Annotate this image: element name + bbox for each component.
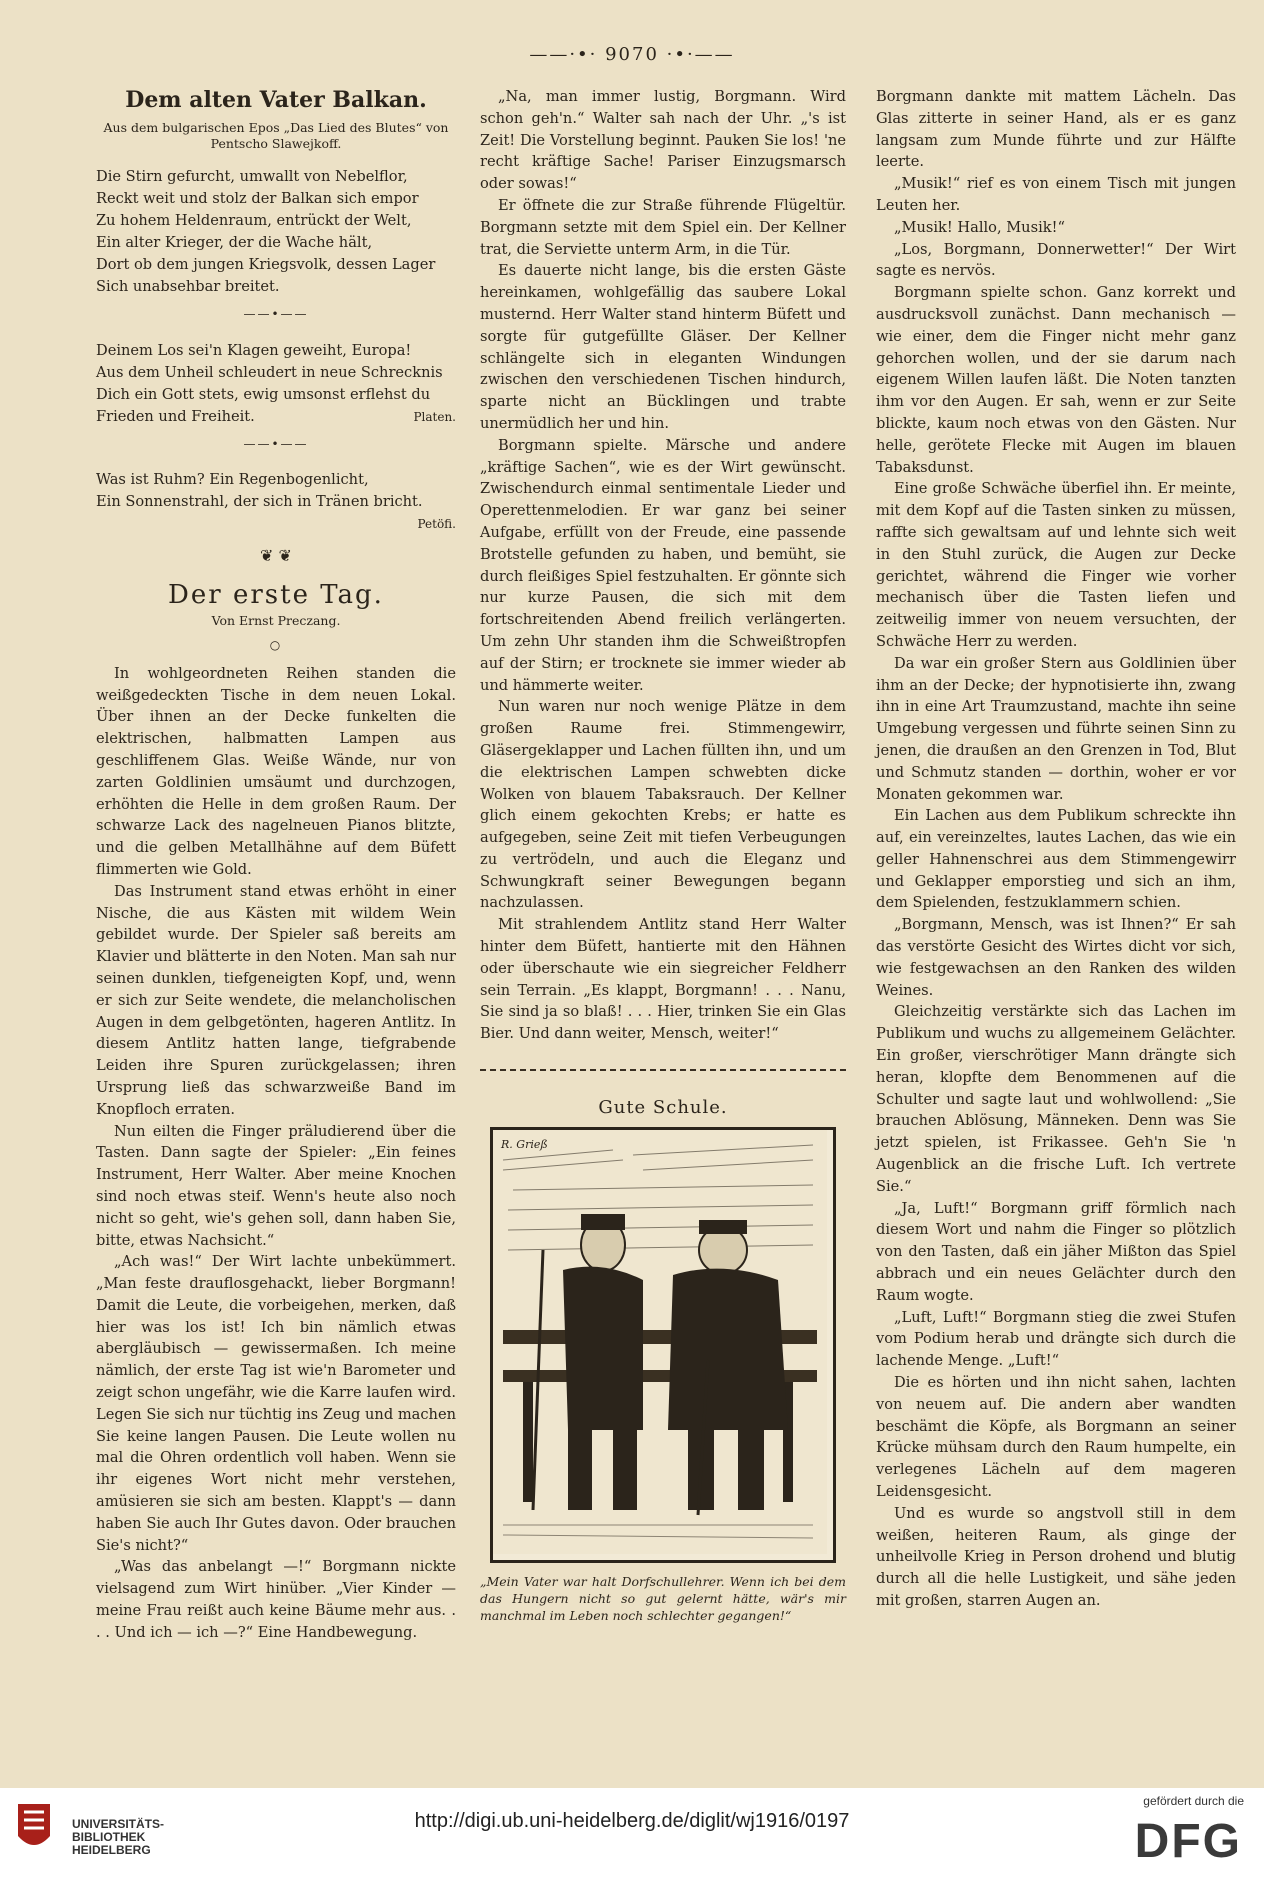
- page-url-link[interactable]: http://digi.ub.uni-heidelberg.de/diglit/wj1916/0197: [414, 1810, 850, 1832]
- quote-line: Frieden und Freiheit. Platen.: [96, 406, 456, 428]
- paragraph: „Musik! Hallo, Musik!“: [894, 218, 1065, 236]
- university-name: UNIVERSITÄTS- BIBLIOTHEK HEIDELBERG: [72, 1817, 165, 1857]
- cartoon-illustration: [490, 1127, 836, 1563]
- quote-line: Was ist Ruhm? Ein Regenbogenlicht,: [96, 471, 369, 489]
- quote-petofi: [96, 469, 456, 535]
- funding-note: gefördert durch die: [1143, 1794, 1244, 1808]
- paragraph: „Musik!“ rief es von einem Tisch mit jungen Leuten her.: [876, 175, 1236, 214]
- quote-line: Deinem Los sei'n Klagen geweiht, Europa!: [96, 341, 412, 359]
- paragraph: „Ach was!“ Der Wirt lachte unbekümmert. „Man feste drauflosgehackt, lieber Borgmann! Damit die Leute, die vorbeigehen, merken, daß hier was los ist! Ich bin nämlich etwas abergläubisch — gewissermaßen. Ich meine nämlich, der erste Tag ist wie'n Barometer und zeigt schon ungefähr, wie die Karre laufen wird. Legen Sie sich nur tüchtig ins Zeug und machen Sie keine langen Pausen. Die Leute wollen nu mal die Ohren ordentlich voll haben. Wenn sie ihr eigenes Wort nicht mehr verstehen, amüsieren sie sich am besten. Klappt's — dann haben Sie auch Ihr Gutes davon. Oder brauchen Sie's nicht?“: [96, 1253, 456, 1554]
- poem-line: Ein alter Krieger, der die Wache hält,: [96, 233, 373, 251]
- paragraph: In wohlgeordneten Reihen standen die weißgedeckten Tische in dem neuen Lokal. Über ihnen an der Decke funkelten die elektrischen, halbmatten Lampen aus geschliffenem Glas. Weiße Wände, nur von zarten Goldlinien umsäumt und durchzogen, erhöhten die Helle in dem großen Raum. Der schwarze Lack des nagelneuen Pianos blitzte, und die gelben Metallhähne auf dem Büfett flimmerten wie Gold.: [96, 664, 456, 878]
- page-number: ——·•· 9070 ·•·——: [529, 44, 735, 65]
- cartoon-signature: R. Grieß: [501, 1137, 548, 1151]
- story-title: Der erste Tag.: [168, 580, 384, 611]
- poem-line: Reckt weit und stolz der Balkan sich empor: [96, 189, 419, 207]
- quote-line: Dich ein Gott stets, ewig umsonst erflehst du: [96, 385, 431, 403]
- separator: ——•——: [243, 306, 309, 321]
- circle-ornament-icon: ○: [269, 637, 283, 652]
- cartoon-caption: „Mein Vater war halt Dorfschullehrer. Wenn ich bei dem das Hungern nicht so gut gelernt hätte, wär's mir manchmal im Leben noch schlechter gegangen!“: [480, 1573, 846, 1623]
- paragraph: „Los, Borgmann, Donnerwetter!“ Der Wirt sagte es nervös.: [876, 240, 1236, 280]
- paragraph: Da war ein großer Stern aus Goldlinien über ihm an der Decke; der hypnotisierte ihn, zwang ihn in eine Art Traumzustand, machte ihn seine Umgebung vergessen und führte seinen Sinn zu jenen, die draußen an den Grenzen in Tod, Blut und Schmutz standen — dorthin, woher er vor Monaten gekommen war.: [876, 654, 1236, 803]
- divider: [480, 1069, 846, 1079]
- dfg-logo[interactable]: DFG: [1134, 1815, 1242, 1868]
- quote-line: Ein Sonnenstrahl, der sich in Tränen bricht.: [96, 493, 423, 511]
- paragraph: „Luft, Luft!“ Borgmann stieg die zwei Stufen vom Podium herab und drängte sich durch die lachende Menge. „Luft!“: [876, 1308, 1236, 1370]
- quote-author: Petöfi.: [417, 517, 456, 532]
- poem-line: Sich unabsehbar breitet.: [96, 277, 280, 295]
- paragraph: Mit strahlendem Antlitz stand Herr Walter hinter dem Büfett, hantierte mit den Hähnen oder überschaute wie ein siegreicher Feldherr sein Terrain. „Es klappt, Borgmann! . . . Nanu, Sie sind ja so blaß! . . . Hier, trinken Sie ein Glas Bier. Und dann weiter, Mensch, weiter!“: [480, 916, 846, 1043]
- poem-line: Die Stirn gefurcht, umwallt von Nebelflor,: [96, 167, 408, 185]
- separator: ——•——: [243, 436, 309, 451]
- paragraph: „Na, man immer lustig, Borgmann. Wird schon geh'n.“ Walter sah nach der Uhr. „'s ist Zeit! Die Vorstellung beginnt. Pauken Sie los! 'ne recht kräftige Sache! Pariser Einzugsmarsch oder sowas!“: [480, 88, 846, 193]
- paragraph: Und es wurde so angstvoll still in dem weißen, heiteren Raum, als ginge der unheilvolle Krieg in Person drohend und blutig durch all die helle Lustigkeit, und sähe jeden mit großen, starren Augen an.: [876, 1504, 1236, 1609]
- paragraph: Das Instrument stand etwas erhöht in einer Nische, die aus Kästen mit wildem Wein gebildet wurde. Der Spieler saß bereits am Klavier und blätterte in den Noten. Man sah nur seinen dunklen, tiefgeneigten Kopf, und, wenn er sich zur Seite wendete, die melancholischen Augen in dem gelbgetönten, hageren Antlitz. In diesem Antlitz hatten lange, tiefgrabende Leiden ihre Spuren zurückgelassen; ihren Ursprung ließ das schwarzweiße Band im Knopfloch erraten.: [96, 882, 456, 1118]
- footer-bar: [0, 1788, 1264, 1877]
- paragraph: Es dauerte nicht lange, bis die ersten Gäste hereinkamen, wohlgefällig das saubere Lokal musternd. Herr Walter stand hinterm Büfett und sorgte für gutgefüllte Gläser. Der Kellner schlängelte sich in eleganten Windungen zwischen den verschiedenen Tischen hindurch, sparte nicht an Bücklingen und trabte unermüdlich her und hin.: [480, 262, 846, 432]
- poem-line: Zu hohem Heldenraum, entrückt der Welt,: [96, 211, 412, 229]
- paragraph: „Was das anbelangt —!“ Borgmann nickte vielsagend zum Wirt hinüber. „Vier Kinder — meine Frau reißt auch keine Bäume mehr aus. . . . Und ich — ich —?“ Eine Handbewegung.: [96, 1558, 456, 1641]
- paragraph: Er öffnete die zur Straße führende Flügeltür. Borgmann setzte mit dem Spiel ein. Der Kellner trat, die Serviette unterm Arm, in die Tür.: [480, 196, 846, 258]
- paragraph: Gleichzeitig verstärkte sich das Lachen im Publikum und wuchs zu allgemeinem Gelächter. Ein großer, vierschrötiger Mann drängte sich heran, klopfte dem Benommenen auf die Schulter und sagte laut und wohlwollend: „Sie brauchen Ablösung, Männeken. Denn was Sie jetzt spielen, ist Frikassee. Geh'n Sie 'n Augenblick an die frische Luft. Ich vertrete Sie.“: [876, 1003, 1236, 1195]
- poem-line: Dort ob dem jungen Kriegsvolk, dessen Lager: [96, 255, 436, 273]
- paragraph: Borgmann spielte schon. Ganz korrekt und ausdrucksvoll zunächst. Dann mechanisch — wie einer, dem die Finger nicht mehr ganz gehorchen wollen, und der sie darum nach eigenem Willen laufen läßt. Die Noten tanzten ihm vor den Augen. Er sah, wenn er zur Seite blickte, kaum noch etwas von den Gästen. Nur helle, gerötete Flecke mit Augen im blauen Tabaksdunst.: [876, 284, 1236, 476]
- paragraph: Die es hörten und ihn nicht sahen, lachten von neuem auf. Die andern aber wandten beschämt die Köpfe, als Borgmann an seiner Krücke mühsam durch den Raum humpelte, ein verlegenes Lächeln auf dem mageren Leidensgesicht.: [876, 1374, 1236, 1500]
- column-1: [96, 86, 456, 1644]
- paragraph: Borgmann dankte mit mattem Lächeln. Das Glas zitterte in seiner Hand, als er es ganz langsam zum Munde führte und zur Hälfte leerte.: [876, 88, 1236, 171]
- paragraph: Ein Lachen aus dem Publikum schreckte ihn auf, ein vereinzeltes, lautes Lachen, das wie ein geller Hahnenschrei aus dem Stimmengewirr und Geklapper emporstieg und sich an ihm, dem Spielenden, festzuklammern schien.: [876, 807, 1236, 912]
- column-3: [876, 86, 1236, 1612]
- cartoon-title: Gute Schule.: [598, 1097, 728, 1119]
- paragraph: „Ja, Luft!“ Borgmann griff förmlich nach diesem Wort und nahm die Finger so plötzlich von den Tasten, daß ein jäher Mißton das Spiel abbrach und ein neues Gelächter durch den Raum wogte.: [876, 1199, 1236, 1304]
- quote-line: Aus dem Unheil schleudert in neue Schrecknis: [96, 363, 443, 381]
- ornament-icon: ❦ ❦: [260, 546, 292, 566]
- paragraph: Nun waren nur noch wenige Plätze in dem großen Raume frei. Stimmengewirr, Gläsergeklapper und Lachen füllten ihn, und um die elektrischen Lampen schwebten dicke Wolken von blauem Tabaksrauch. Der Kellner glich einem gekochten Krebs; er hatte es aufgegeben, seine Zeit mit tiefen Verbeugungen zu vertrödeln, und auch die Eleganz und Schwungkraft seiner Bewegungen begann nachzulassen.: [480, 698, 846, 912]
- column-2: [480, 86, 846, 1624]
- paragraph: Nun eilten die Finger präludierend über die Tasten. Dann sagte der Spieler: „Ein feines Instrument, Herr Walter. Aber meine Knochen sind noch etwas steif. Wenn's heute also noch nicht so geht, wie's gehen soll, dann haben Sie, bitte, etwas Nachsicht.“: [96, 1122, 456, 1249]
- poem-source: Aus dem bulgarischen Epos „Das Lied des Blutes“ von Pentscho Slawejkoff.: [103, 119, 449, 151]
- story-author: Von Ernst Preczang.: [211, 612, 341, 628]
- quote-platen: [96, 340, 456, 428]
- bench-scene-icon: [493, 1130, 827, 1554]
- poem-lines: [96, 166, 456, 298]
- paragraph: „Borgmann, Mensch, was ist Ihnen?“ Er sah das verstörte Gesicht des Wirtes dicht vor sich, wie festgewachsen an den Ranken des wilden Weines.: [876, 916, 1236, 999]
- paragraph: Borgmann spielte. Märsche und andere „kräftige Sachen“, wie es der Wirt gewünscht. Zwischendurch einmal sentimentale Lieder und Operettenmelodien. Er war ganz bei seiner Aufgabe, erfüllt von der Freude, eine passende Brotstelle gefunden zu haben, und bemüht, sie durch fleißiges Spiel festzuhalten. Er gönnte sich nur kurze Pausen, die sich mit dem fortschreitenden Abend freilich verlängerten. Um zehn Uhr standen ihm die Schweißtropfen auf der Stirn; er trocknete sie immer wieder ab und hämmerte weiter.: [480, 436, 846, 694]
- poem-title: Dem alten Vater Balkan.: [125, 87, 427, 113]
- paragraph: Eine große Schwäche überfiel ihn. Er meinte, mit dem Kopf auf die Tasten sinken zu müssen, raffte sich gewaltsam auf und lehnte sich weit in den Stuhl zurück, die Augen zur Decke gerichtet, während die Finger wie vorher mechanisch über die Tasten liefen und zeitweilig immer von neuem versuchten, der Schwäche Herr zu werden.: [876, 480, 1236, 650]
- quote-author: Platen.: [413, 409, 456, 424]
